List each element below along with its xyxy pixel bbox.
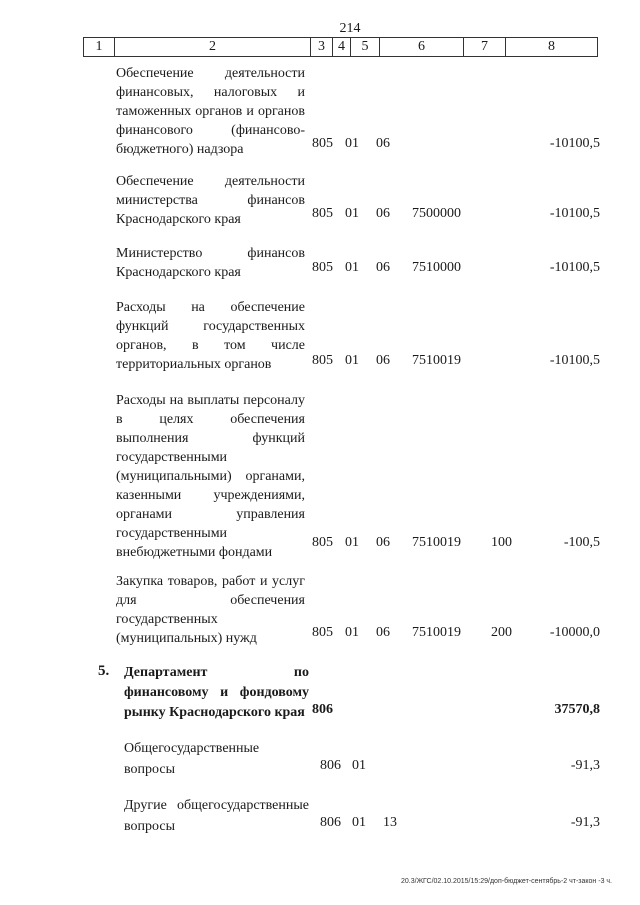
row-c3: 805 (312, 353, 333, 368)
row-name: Другие общегосударственные вопросы (124, 798, 309, 834)
row-c3: 805 (312, 625, 333, 640)
row-name: Расходы на обеспечение функций государственных органов, в том числе территориальных органов (116, 300, 305, 372)
row-name: Министерство финансов Краснодарского края (116, 246, 305, 280)
row-c3: 805 (312, 260, 333, 275)
row-c4: 01 (345, 136, 359, 151)
table-row (0, 298, 640, 370)
row-c8: -10100,5 (549, 136, 600, 151)
header-col-8: 8 (548, 39, 555, 54)
table-row-section (0, 663, 640, 719)
section-number: 5. (98, 663, 110, 679)
table-row (0, 244, 640, 280)
table-row (0, 795, 640, 832)
row-name: Департамент по финансовому и фондовому рынку Краснодарского края (124, 665, 309, 720)
row-name: Закупка товаров, работ и услуг для обеспечения государственных (муниципальных) нужд (116, 574, 305, 646)
row-c8: -10100,5 (549, 260, 600, 275)
header-col-5: 5 (351, 38, 380, 56)
row-c6: 7510019 (412, 625, 461, 640)
row-c3: 805 (312, 136, 333, 151)
row-name: Общегосударственные вопросы (124, 741, 260, 777)
row-c7: 100 (491, 535, 512, 550)
row-c5: 13 (383, 815, 397, 830)
row-c4: 01 (352, 758, 366, 773)
row-c8: -91,3 (570, 815, 600, 830)
row-c6: 7510000 (412, 260, 461, 275)
table-row (0, 172, 640, 227)
row-c8: -10000,0 (549, 625, 600, 640)
row-c4: 01 (345, 260, 359, 275)
row-name: Обеспечение деятельности финансовых, налоговых и таможенных органов и органов финансового (финансово-бюджетного) надзора (116, 66, 305, 157)
header-col-1: 1 (84, 38, 115, 56)
table-row (0, 391, 640, 560)
row-c5: 06 (376, 136, 390, 151)
row-c5: 06 (376, 260, 390, 275)
row-c5: 06 (376, 206, 390, 221)
row-c3: 806 (320, 815, 341, 830)
row-c8: -10100,5 (549, 206, 600, 221)
page-number: 214 (339, 21, 361, 36)
row-c3: 806 (320, 758, 341, 773)
row-c5: 06 (376, 353, 390, 368)
row-c6: 7500000 (412, 206, 461, 221)
row-c5: 06 (376, 625, 390, 640)
row-c4: 01 (345, 353, 359, 368)
table-row (0, 738, 640, 775)
row-c8: 37570,8 (554, 702, 600, 717)
row-c5: 06 (376, 535, 390, 550)
row-c4: 01 (345, 535, 359, 550)
row-c4: 01 (352, 815, 366, 830)
header-col-4: 4 (333, 38, 351, 56)
row-c8: -10100,5 (549, 353, 600, 368)
row-c6: 7510019 (412, 353, 461, 368)
row-c3: 806 (312, 702, 333, 717)
table-row (0, 64, 640, 157)
header-col-2: 2 (115, 38, 311, 56)
row-c4: 01 (345, 625, 359, 640)
row-c8: -100,5 (563, 535, 600, 550)
row-c8: -91,3 (570, 758, 600, 773)
row-name: Обеспечение деятельности министерства финансов Краснодарского края (116, 174, 305, 227)
row-c4: 01 (345, 206, 359, 221)
row-c7: 200 (491, 625, 512, 640)
table-header (83, 37, 598, 57)
header-col-6: 6 (380, 38, 464, 56)
row-c3: 805 (312, 206, 333, 221)
table-row (0, 572, 640, 646)
row-c3: 805 (312, 535, 333, 550)
row-name: Расходы на выплаты персоналу в целях обеспечения выполнения функций государственными (муниципальными) органами, казенными учреждениями, органами управления государственными внебюджетными фондами (116, 393, 305, 560)
row-c6: 7510019 (412, 535, 461, 550)
header-col-7: 7 (464, 38, 506, 56)
footer-stamp: 20.3/ЖГС/02.10.2015/15:29/доп-бюджет-сентябрь-2 чт-закон -3 ч. (401, 878, 612, 885)
header-col-3: 3 (311, 38, 333, 56)
